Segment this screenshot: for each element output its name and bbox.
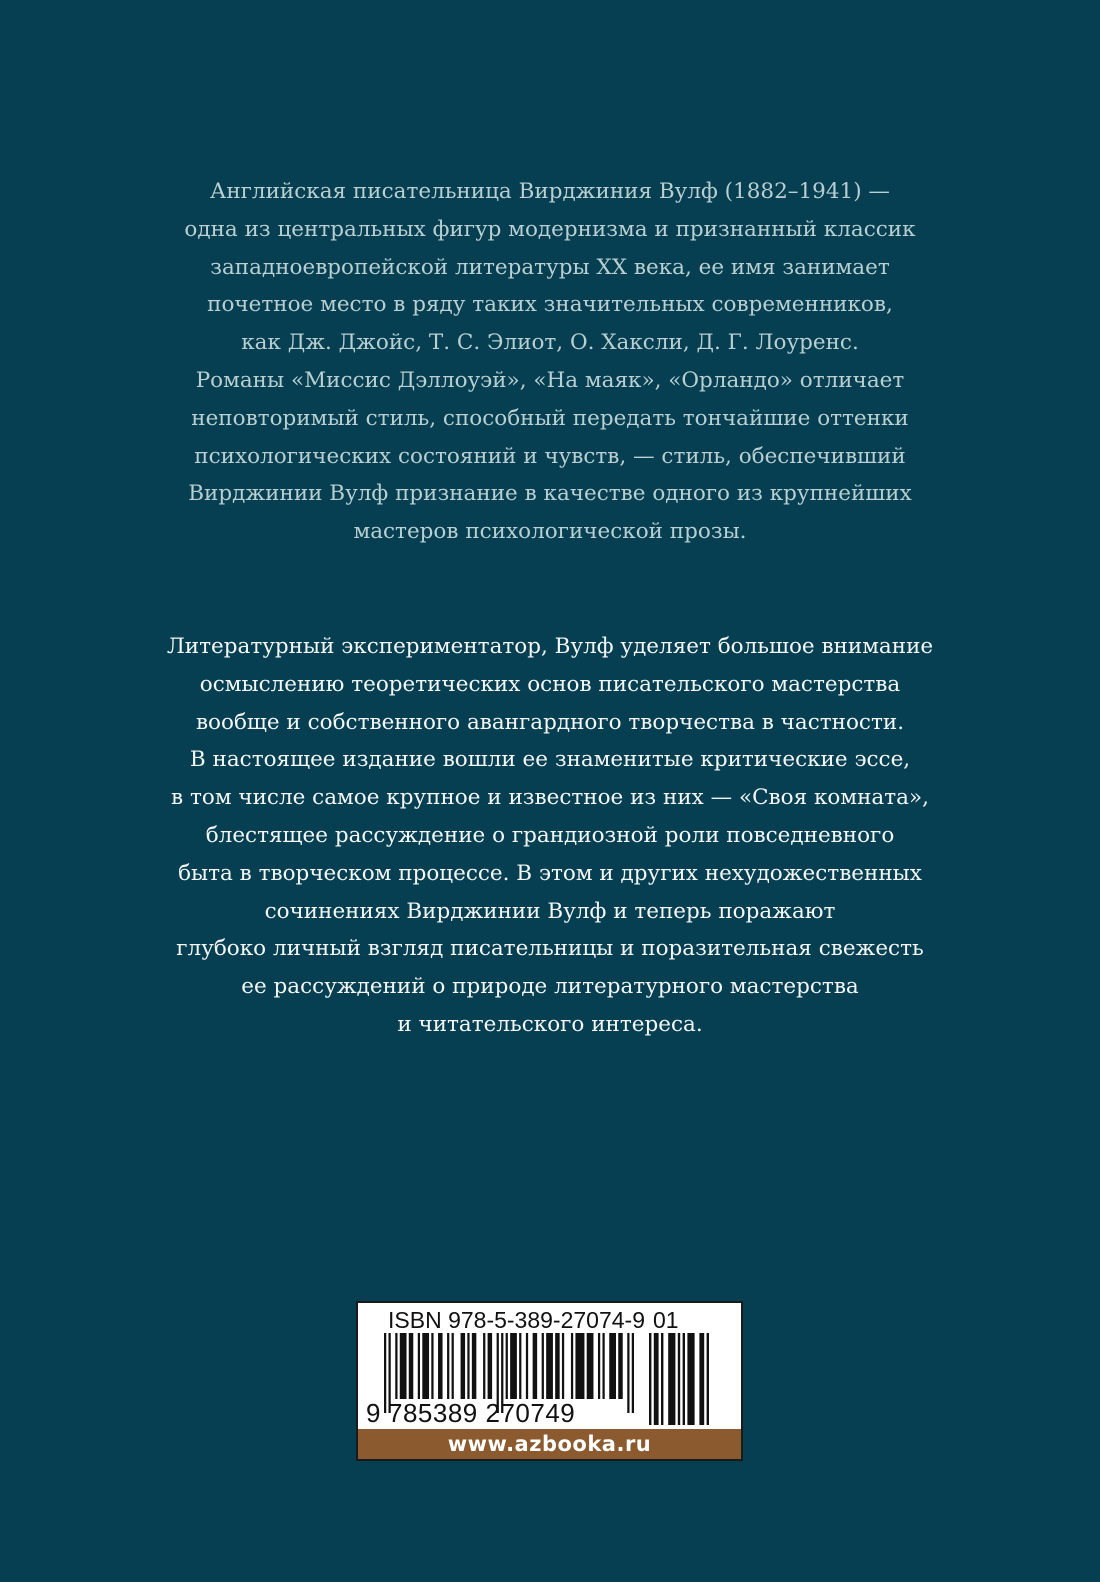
barcode-bar [418, 1333, 420, 1399]
text-line: вообще и собственного авангардного творчества в частности. [195, 709, 905, 735]
barcode-bar [618, 1333, 623, 1399]
barcode-bar [400, 1333, 407, 1399]
ean-digits: 785389 270749 [388, 1398, 576, 1428]
barcode-bar [483, 1333, 485, 1399]
barcode-bar [687, 1333, 694, 1425]
text-line: психологических состояний и чувств, — стиль, обеспечивший [194, 443, 906, 469]
text-line: ее рассуждений о природе литературного мастерства [241, 974, 859, 1000]
text-line: мастеров психологической прозы. [353, 519, 747, 545]
text-line: и читательского интереса. [397, 1011, 703, 1037]
barcode-bar [678, 1333, 680, 1425]
text-line: западноевропейской литературы XX века, ее имя занимает [210, 254, 890, 280]
barcode-bar [683, 1333, 685, 1425]
barcode-bar [542, 1333, 544, 1399]
text-line: Литературный экспериментатор, Вулф уделяет большое внимание [166, 634, 934, 659]
barcode-bar [632, 1333, 634, 1413]
text-line: одна из центральных фигур модернизма и признанный классик [184, 216, 916, 242]
barcode-bar [562, 1333, 564, 1399]
barcode-addon-label: 01 [653, 1307, 679, 1333]
barcode-bar [661, 1333, 663, 1425]
barcode-bar [602, 1333, 604, 1399]
barcode-bar [506, 1333, 508, 1399]
text-line: Английская писательница Вирджиния Вулф (1882–1941) — [210, 179, 890, 204]
barcode-bar [598, 1333, 600, 1399]
text-line: в том числе самое крупное и известное из них — «Своя комната», [171, 785, 929, 811]
barcode-addon-bars [649, 1333, 709, 1425]
barcode-bar [422, 1333, 429, 1399]
barcode-bar [510, 1333, 517, 1399]
text-line: глубоко личный взгляд писательницы и поразительная свежесть [176, 936, 924, 962]
barcode-bar [447, 1333, 449, 1399]
isbn-barcode [356, 1301, 743, 1461]
barcode-bar [488, 1333, 493, 1399]
text-line: Вирджинии Вулф признание в качестве одного из крупнейших [188, 481, 912, 507]
barcode-bar [409, 1333, 414, 1399]
isbn-label: ISBN 978-5-389-27074-9 [388, 1307, 645, 1333]
barcode-bar [546, 1333, 553, 1399]
barcode-bar [519, 1333, 521, 1399]
barcode-bar [555, 1333, 560, 1399]
annotation-paragraph-book [100, 628, 1000, 1044]
text-line: сочинениях Вирджинии Вулф и теперь поражают [264, 898, 836, 924]
text-line: как Дж. Джойс, Т. С. Элиот, О. Хаксли, Д. Г. Лоуренс. [241, 330, 859, 356]
barcode-bar [467, 1333, 469, 1399]
barcode-bar [707, 1333, 709, 1425]
barcode-bar [571, 1333, 573, 1399]
text-line: Романы «Миссис Дэллоуэй», «На маяк», «Орландо» отличает [195, 367, 905, 393]
text-line: осмыслению теоретических основ писательского мастерства [199, 671, 901, 697]
barcode-bar [431, 1333, 433, 1399]
barcode-bar [384, 1333, 386, 1413]
barcode-bar [587, 1333, 594, 1399]
barcode-bar [668, 1333, 675, 1425]
barcode-bar [438, 1333, 443, 1399]
text-line: быта в творческом процессе. В этом и других нехудожественных [178, 860, 922, 886]
barcode-bar [472, 1333, 477, 1399]
barcode-bar [395, 1333, 397, 1399]
ean-first-digit: 9 [366, 1398, 381, 1428]
text-line: блестящее рассуждение о грандиозной роли повседневного [205, 822, 895, 848]
publisher-website: www.azbooka.ru [358, 1429, 741, 1459]
barcode-bar [654, 1333, 659, 1425]
barcode-bar [609, 1333, 616, 1399]
annotation-paragraph-author [100, 173, 1000, 551]
barcode-bar [526, 1333, 528, 1399]
barcode-bar [575, 1333, 584, 1399]
text-line: неповторимый стиль, способный передать тончайшие оттенки [191, 405, 909, 431]
barcode-bar [461, 1333, 466, 1399]
text-line: почетное место в ряду таких значительных современников, [207, 292, 893, 318]
barcode-bar [699, 1333, 704, 1425]
barcode-bar [452, 1333, 454, 1399]
barcode-bar [649, 1333, 651, 1425]
text-line: В настоящее издание вошли ее знаменитые критические эссе, [189, 747, 911, 773]
barcode-bar [533, 1333, 538, 1399]
